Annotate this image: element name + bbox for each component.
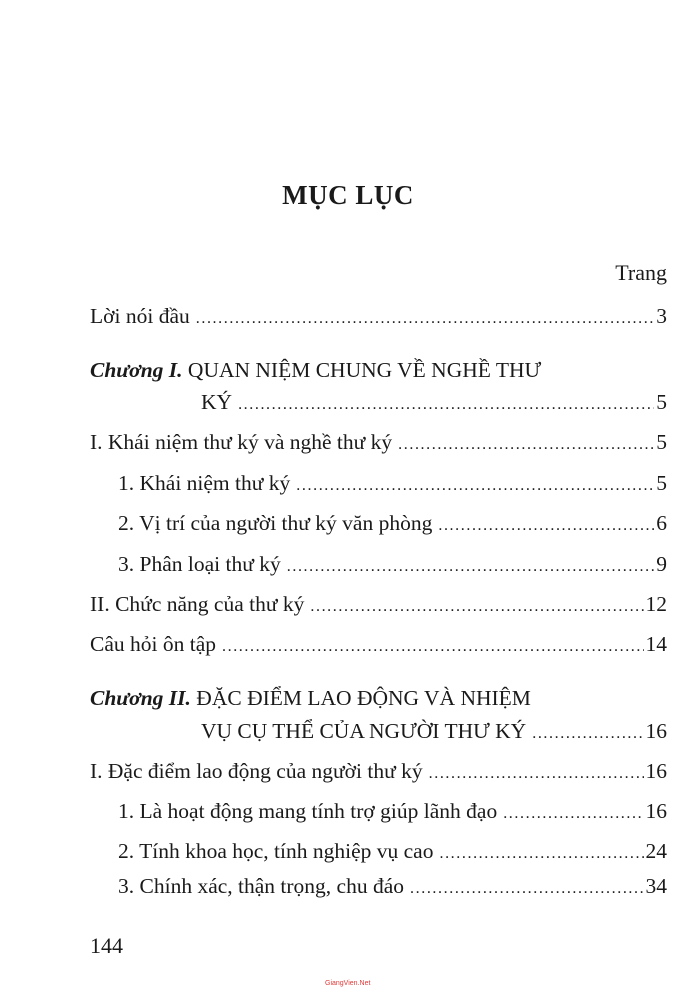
dot-leader — [439, 840, 643, 868]
toc-entry-label: 1. Là hoạt động mang tính trợ giúp lãnh đạo — [118, 799, 498, 823]
dot-leader — [429, 760, 644, 788]
dot-leader — [410, 875, 643, 903]
toc-entry-page: 9 — [656, 552, 667, 576]
chapter-title-line1: QUAN NIỆM CHUNG VỀ NGHỀ THƯ — [187, 358, 542, 382]
toc-entry-page: 14 — [645, 632, 667, 656]
chapter-prefix: Chương I. — [90, 358, 183, 382]
toc-entry-page: 24 — [645, 839, 667, 863]
dot-leader — [296, 472, 654, 500]
page-title: MỤC LỤC — [282, 180, 414, 210]
toc-entry-page: 5 — [656, 430, 667, 454]
dot-leader — [398, 431, 654, 459]
dot-leader — [438, 512, 654, 540]
chapter-title-line2: VỤ CỤ THỂ CỦA NGƯỜI THƯ KÝ — [201, 719, 527, 743]
toc-entry-label: 3. Phân loại thư ký — [118, 552, 281, 576]
toc-entry-preface[interactable] — [90, 302, 667, 333]
toc-entry-ch1-section-2[interactable] — [90, 590, 667, 621]
toc-entry-label: 2. Tính khoa học, tính nghiệp vụ cao — [118, 839, 434, 863]
toc-entry-ch2-item-2[interactable] — [118, 837, 667, 868]
toc-entry-page: 16 — [645, 799, 667, 823]
toc-chapter-1-heading[interactable] — [90, 356, 541, 384]
toc-entry-page: 5 — [656, 471, 667, 495]
watermark: GiangVien.Net — [325, 980, 371, 987]
chapter-title-line1: ĐẶC ĐIỂM LAO ĐỘNG VÀ NHIỆM — [196, 686, 531, 710]
toc-entry-ch1-item-1[interactable] — [118, 469, 667, 500]
chapter-prefix: Chương II. — [90, 686, 191, 710]
toc-entry-ch1-review[interactable] — [90, 630, 667, 661]
toc-entry-label: 3. Chính xác, thận trọng, chu đáo — [118, 874, 405, 898]
toc-chapter-2-heading[interactable] — [90, 684, 531, 712]
dot-leader — [196, 305, 655, 333]
toc-entry-page: 16 — [645, 759, 667, 783]
toc-entry-page: 3 — [656, 304, 667, 328]
toc-entry-page: 5 — [656, 390, 667, 414]
toc-entry-label: II. Chức năng của thư ký — [90, 592, 305, 616]
toc-entry-ch2-item-1[interactable] — [118, 797, 667, 828]
toc-entry-label: 1. Khái niệm thư ký — [118, 471, 291, 495]
toc-chapter-2-line2[interactable] — [201, 717, 667, 748]
page-column-header: Trang — [615, 260, 667, 285]
toc-entry-label: Lời nói đầu — [90, 304, 190, 328]
toc-entry-label: I. Đặc điểm lao động của người thư ký — [90, 759, 423, 783]
toc-entry-page: 12 — [645, 592, 667, 616]
toc-entry-page: 16 — [645, 719, 667, 743]
footer-page-number: 144 — [90, 933, 123, 958]
toc-chapter-1-line2[interactable] — [201, 388, 667, 419]
toc-entry-label: 2. Vị trí của người thư ký văn phòng — [118, 511, 433, 535]
dot-leader — [310, 593, 643, 621]
chapter-title-line2: KÝ — [201, 390, 233, 414]
dot-leader — [238, 391, 654, 419]
toc-entry-page: 34 — [645, 874, 667, 898]
toc-entry-ch2-item-3[interactable] — [118, 872, 667, 903]
toc-entry-ch1-item-2[interactable] — [118, 509, 667, 540]
toc-entry-label: Câu hỏi ôn tập — [90, 632, 216, 656]
toc-entry-ch1-section-1[interactable] — [90, 428, 667, 459]
toc-entry-ch2-section-1[interactable] — [90, 757, 667, 788]
toc-entry-ch1-item-3[interactable] — [118, 550, 667, 581]
toc-entry-page: 6 — [656, 511, 667, 535]
dot-leader — [503, 800, 643, 828]
toc-entry-label: I. Khái niệm thư ký và nghề thư ký — [90, 430, 393, 454]
dot-leader — [287, 553, 655, 581]
dot-leader — [532, 720, 643, 748]
dot-leader — [222, 633, 644, 661]
